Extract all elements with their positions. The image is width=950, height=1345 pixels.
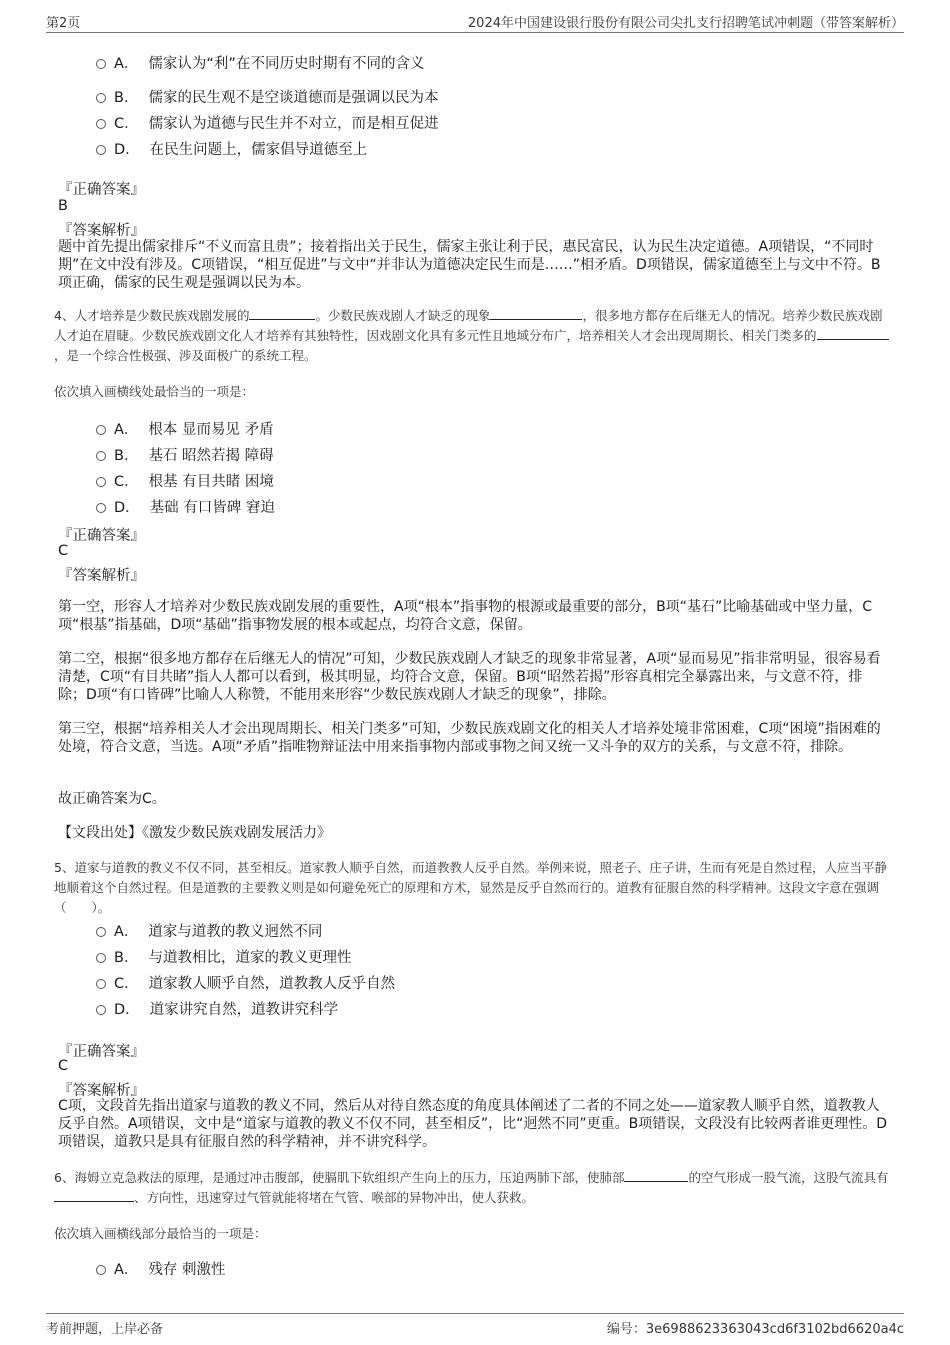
q3-analysis-heading: 『答案解析』 [58,223,145,239]
radio-icon[interactable] [96,1005,106,1015]
q6-stem: 6、海姆立克急救法的原理，是通过冲击腹部，使膈肌下软组织产生向上的压力，压迫两肺下部，使肺部 的空气形成一股气流，这股气流具有、方向性，迅速穿过气管就能将堵在气管、喉部的异物冲出，使人获救。 [54,1170,889,1205]
q5-analysis-heading: 『答案解析』 [58,1083,145,1099]
q5-answer-heading: 『正确答案』 [58,1044,145,1060]
q4-option-b[interactable]: B． 基石 昭然若揭 障碍 [96,444,274,465]
q5-option-c[interactable]: C． 道家教人顺乎自然，道教教人反乎自然 [96,972,395,993]
q5-answer: C [58,1058,69,1074]
q4-analysis-p1: 第一空，形容人才培养对少数民族戏剧发展的重要性，A项“根本”指事物的根源或最重要的部分，B项“基石”比喻基础或中坚力量，C项“根基”指基础，D项“基础”指事物发展的根本或起点，均符合文意，保留。 [58,599,872,633]
q4-analysis-p3: 第三空，根据“培养相关人才会出现周期长、相关门类多”可知，少数民族戏剧文化的相关人才培养处境非常困难，C项“困境”指困难的处境，符合文意，当选。A项“矛盾”指唯物辩证法中用来指事物内部或事物之间又统一又斗争的双方的关系，与文意不符，排除。 [58,721,881,755]
page-number: 第2页 [46,16,81,31]
q4-stem: 4、人才培养是少数民族戏剧发展的 。少数民族戏剧人才缺乏的现象 ，很多地方都存在后继无人的情况。培养少数民族戏剧人才迫在眉睫。少数民族戏剧文化人才培养有其独特性，因戏剧文化具有多元性且地域分布广，培养相关人才会出现周期长、相关门类多的，是一个综合性极强、涉及面极广的系统工程。 [54,306,894,366]
blank-2 [490,307,582,320]
q5-stem: 5、道家与道教的教义不仅不同，甚至相反。道家教人顺乎自然，而道教教人反乎自然。举例来说，照老子、庄子讲，生而有死是自然过程，人应当平静地顺着这个自然过程。但是道教的主要教义则是如何避免死亡的原理和方术，显然是反乎自然而行的。道教有征服自然的科学精神。这段文字意在强调（ ）。 [54,860,887,915]
q4-answer: C [58,543,69,559]
q6-prompt: 依次填入画横线部分最恰当的一项是： [54,1226,267,1241]
q3-option-d[interactable]: D． 在民生问题上，儒家倡导道德至上 [96,138,367,159]
q5-option-d[interactable]: D． 道家讲究自然，道教讲究科学 [96,998,338,1019]
q3-option-b[interactable]: B． 儒家的民生观不是空谈道德而是强调以民为本 [96,86,438,107]
q3-answer-heading: 『正确答案』 [58,182,145,198]
radio-icon[interactable] [96,1265,106,1275]
radio-icon[interactable] [96,145,106,155]
blank-1 [249,307,315,320]
q3-analysis: 题中首先提出儒家排斥“不义而富且贵”；接着指出关于民生，儒家主张让利于民，惠民富民，认为民生决定道德。A项错误，“不同时期”在文中没有涉及。C项错误，“相互促进”与文中“并非认为道德决定民生而是……”相矛盾。D项错误，儒家道德至上与文中不符。B项正确，儒家的民生观是强调以民为本。 [58,239,881,291]
blank-3 [817,327,889,340]
q4-analysis-p2: 第二空，根据“很多地方都存在后继无人的情况”可知，少数民族戏剧人才缺乏的现象非常显著，A项“显而易见”指非常明显，很容易看清楚，C项“有目共睹”指人人都可以看到，极其明显，均符合文意，保留。B项“昭然若揭”形容真相完全暴露出来，与文意不符，排除；D项“有口皆碑”比喻人人称赞，不能用来形容“少数民族戏剧人才缺乏的现象”，排除。 [58,651,881,703]
q3-answer: B [58,198,68,214]
radio-icon[interactable] [96,93,106,103]
q4-source: 【文段出处】《激发少数民族戏剧发展活力》 [58,825,331,841]
radio-icon[interactable] [96,927,106,937]
radio-icon[interactable] [96,425,106,435]
radio-icon[interactable] [96,979,106,989]
blank-2 [54,1189,134,1202]
radio-icon[interactable] [96,953,106,963]
footer-slogan: 考前押题，上岸必备 [46,1322,164,1337]
radio-icon[interactable] [96,119,106,129]
blank-1 [624,1169,688,1182]
radio-icon[interactable] [96,477,106,487]
q5-analysis: C项，文段首先指出道家与道教的教义不同，然后从对待自然态度的角度具体阐述了二者的不同之处——道家教人顺乎自然，道教教人反乎自然。A项错误，文中是“道家与道教的教义不仅不同，甚至相反”，比“迥然不同”更重。B项错误，文段没有比较两者谁更理性。D项错误，道教只是具有征服自然的科学精神，并不讲究科学。 [58,1098,887,1150]
q5-option-b[interactable]: B． 与道教相比，道家的教义更理性 [96,946,351,967]
radio-icon[interactable] [96,59,106,69]
q4-option-a[interactable]: A． 根本 显而易见 矛盾 [96,418,274,439]
q4-answer-heading: 『正确答案』 [58,528,145,544]
radio-icon[interactable] [96,503,106,513]
q4-prompt: 依次填入画横线处最恰当的一项是： [54,384,255,399]
document-code: 编号：3e6988623363043cd6f3102bd6620a4c [606,1322,904,1337]
q4-option-c[interactable]: C． 根基 有目共睹 困境 [96,470,274,491]
document-title: 2024年中国建设银行股份有限公司尖扎支行招聘笔试冲刺题（带答案解析） [467,16,904,31]
q3-option-a[interactable]: A． 儒家认为“利”在不同历史时期有不同的含义 [96,52,424,73]
page-footer [46,1313,904,1338]
q5-option-a[interactable]: A． 道家与道教的教义迥然不同 [96,920,322,941]
q3-option-c[interactable]: C． 儒家认为道德与民生并不对立，而是相互促进 [96,112,439,133]
q4-analysis-heading: 『答案解析』 [58,568,145,584]
q6-option-a[interactable]: A． 残存 刺激性 [96,1258,226,1279]
q4-option-d[interactable]: D． 基础 有口皆碑 窘迫 [96,496,275,517]
q4-conclusion: 故正确答案为C。 [58,791,166,807]
page-header [46,12,904,33]
radio-icon[interactable] [96,451,106,461]
